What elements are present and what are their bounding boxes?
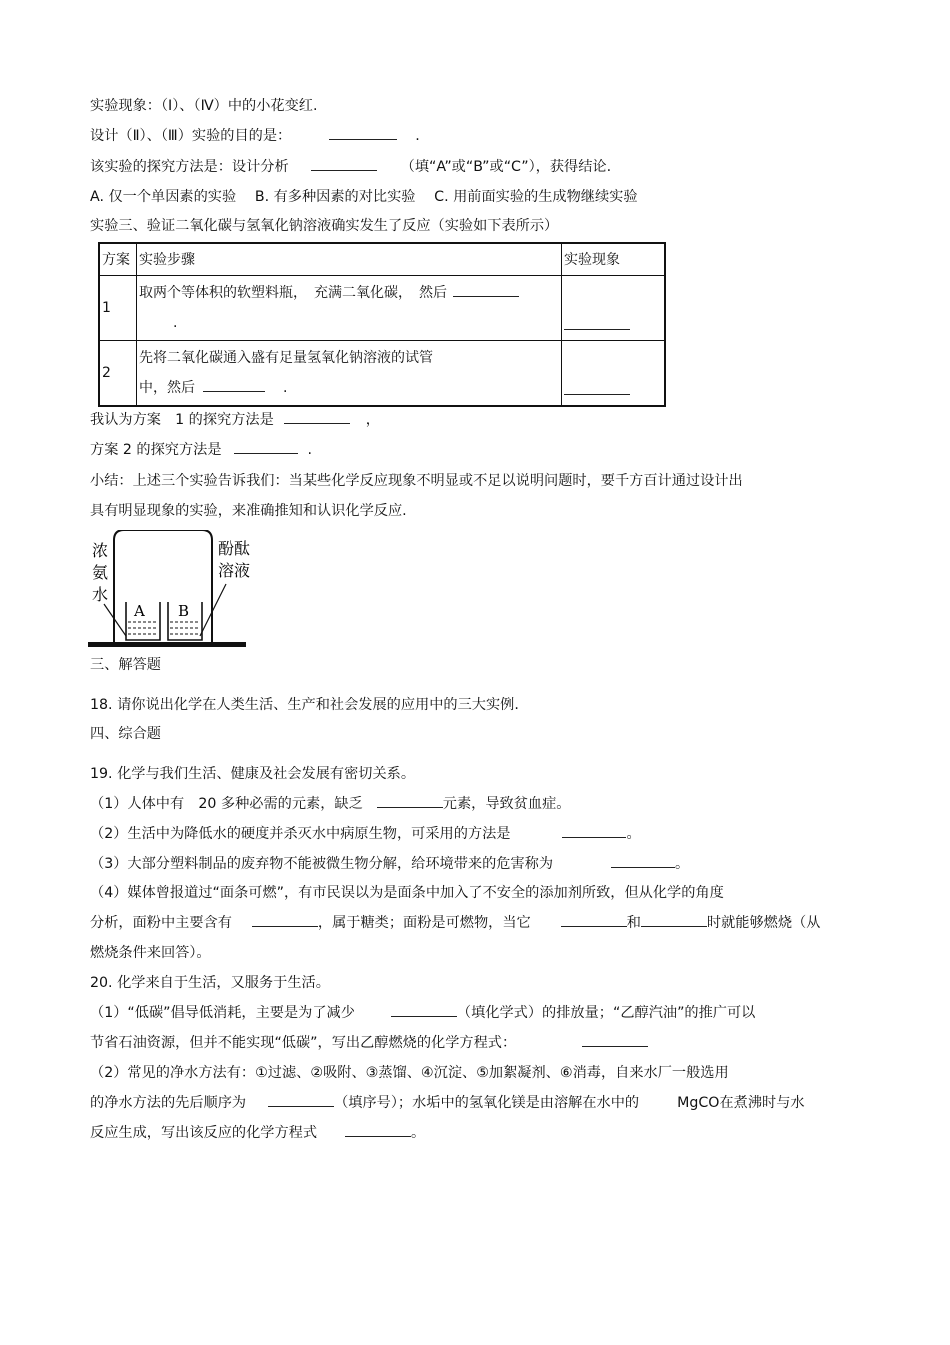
text: 反应生成，写出该反应的化学方程式 xyxy=(90,1125,318,1141)
table-row xyxy=(99,340,665,406)
text: 元素，导致贫血症。 xyxy=(442,796,571,812)
line-phenomenon: 实验现象：（Ⅰ）、（Ⅳ）中的小花变红. xyxy=(90,98,318,114)
table-header-row xyxy=(99,243,665,275)
text: （2）生活中为降低水的硬度并杀灭水中病原生物，可采用的方法是 xyxy=(90,826,511,842)
answer-blank[interactable] xyxy=(377,795,443,808)
text: （填“A”或“B”或“C”），获得结论. xyxy=(400,159,612,175)
header-cell: 实验现象 xyxy=(562,243,666,275)
question-20: 20. 化学来自于生活，又服务于生活。 xyxy=(90,975,330,991)
step-text: 中，然后 xyxy=(139,379,195,396)
question-20-part-2-line-2 xyxy=(90,1094,805,1112)
beaker-b-label: B xyxy=(178,602,190,620)
section-four-heading: 四、综合题 xyxy=(90,726,161,742)
question-19-part-1 xyxy=(90,795,570,813)
answer-blank[interactable] xyxy=(564,382,630,395)
answer-blank[interactable] xyxy=(329,127,397,140)
text: （填序号）；水垢中的氢氧化镁是由溶解在水中的 xyxy=(334,1095,640,1111)
row-number: 2 xyxy=(99,340,137,406)
answer-blank[interactable] xyxy=(345,1124,411,1137)
answer-blank[interactable] xyxy=(453,284,519,297)
text: （1）“低碳”倡导低消耗，主要是为了减少 xyxy=(90,1005,355,1021)
answer-blank[interactable] xyxy=(391,1004,457,1017)
question-19: 19. 化学与我们生活、健康及社会发展有密切关系。 xyxy=(90,766,416,782)
text: 。 xyxy=(411,1125,426,1141)
text: 分析，面粉中主要含有 xyxy=(90,915,232,931)
text: 在煮沸时与水 xyxy=(719,1095,805,1111)
question-19-part-4-line-3: 燃烧条件来回答）。 xyxy=(90,945,211,961)
line-summary-2: 具有明显现象的实验，来准确推知和认识化学反应. xyxy=(90,503,407,519)
text: ，属于糖类；面粉是可燃物，当它 xyxy=(317,915,531,931)
text: 。 xyxy=(675,856,690,872)
text: （3）大部分塑料制品的废弃物不能被微生物分解，给环境带来的危害称为 xyxy=(90,856,554,872)
answer-blank[interactable] xyxy=(641,914,707,927)
text: （填化学式）的排放量；“乙醇汽油”的推广可以 xyxy=(456,1005,756,1021)
answer-blank[interactable] xyxy=(611,855,675,868)
answer-blank[interactable] xyxy=(268,1094,334,1107)
line-plan-one xyxy=(90,411,380,429)
text: 的净水方法的先后顺序为 xyxy=(90,1095,247,1111)
text: 该实验的探究方法是：设计分析 xyxy=(90,159,289,175)
line-summary-1: 小结：上述三个实验告诉我们：当某些化学反应现象不明显或不足以说明问题时，要千方百计通过设计出 xyxy=(90,473,743,489)
experiment-table xyxy=(98,242,666,407)
formula-text: MgCO xyxy=(677,1095,720,1111)
left-label-1: 浓 xyxy=(92,541,109,560)
line-options: A. 仅一个单因素的实验 B. 有多种因素的对比实验 C. 用前面实验的生成物继续实验 xyxy=(90,189,638,205)
header-cell: 方案 xyxy=(99,243,137,275)
text: . xyxy=(415,128,420,144)
step-text: 先将二氧化碳通入盛有足量氢氧化钠溶液的试管 xyxy=(139,349,433,366)
question-19-part-4: （4）媒体曾报道过“面条可燃”，有市民误以为是面条中加入了不安全的添加剂所致，但从化学的角度 xyxy=(90,885,724,901)
right-label-2: 溶液 xyxy=(218,561,251,580)
text: ， xyxy=(365,412,380,428)
phenomenon-cell xyxy=(562,340,666,406)
bell-jar xyxy=(114,530,212,646)
beaker-a-label: A xyxy=(134,602,145,620)
text: （1）人体中有 20 多种必需的元素，缺乏 xyxy=(90,796,363,812)
line-design-purpose xyxy=(90,127,420,145)
left-label-3: 水 xyxy=(92,585,109,604)
header-cell: 实验步骤 xyxy=(137,243,562,275)
answer-blank[interactable] xyxy=(284,411,350,424)
line-plan-two xyxy=(90,441,312,459)
base-plate xyxy=(88,642,246,647)
step-cell xyxy=(137,340,562,406)
question-20-part-2-line-3 xyxy=(90,1124,425,1142)
text: 节省石油资源，但并不能实现“低碳”，写出乙醇燃烧的化学方程式： xyxy=(90,1035,517,1051)
question-20-part-2: （2）常见的净水方法有：①过滤、②吸附、③蒸馏、④沉淀、⑤加絮凝剂、⑥消毒，自来水厂一般选用 xyxy=(90,1065,729,1081)
phenomenon-cell xyxy=(562,275,666,340)
question-20-part-1 xyxy=(90,1004,755,1022)
answer-blank[interactable] xyxy=(564,317,630,330)
answer-blank[interactable] xyxy=(582,1034,648,1047)
text: 我认为方案 1 的探究方法是 xyxy=(90,412,274,428)
text: 设计（Ⅱ）、（Ⅲ）实验的目的是： xyxy=(90,128,292,144)
section-three-heading: 三、解答题 xyxy=(90,657,161,673)
text: 和 xyxy=(626,915,641,931)
text: . xyxy=(307,442,313,458)
step-text: . xyxy=(283,379,288,396)
text: 时就能够燃烧（从 xyxy=(706,915,821,931)
table-row xyxy=(99,275,665,340)
answer-blank[interactable] xyxy=(252,914,318,927)
answer-blank[interactable] xyxy=(234,441,298,454)
question-19-part-3 xyxy=(90,855,689,873)
step-cell xyxy=(137,275,562,340)
line-method xyxy=(90,158,611,176)
text: 方案 2 的探究方法是 xyxy=(90,442,222,458)
question-20-part-1-line-2 xyxy=(90,1034,648,1052)
left-label-2: 氨 xyxy=(92,563,109,582)
answer-blank[interactable] xyxy=(311,158,377,171)
step-text: . xyxy=(173,314,178,331)
question-19-part-4-line-2 xyxy=(90,914,820,932)
answer-blank[interactable] xyxy=(561,914,627,927)
right-label-1: 酚酞 xyxy=(218,539,251,558)
question-18: 18. 请你说出化学在人类生活、生产和社会发展的应用中的三大实例. xyxy=(90,697,519,713)
row-number: 1 xyxy=(99,275,137,340)
ammonia-experiment-figure xyxy=(88,530,268,652)
answer-blank[interactable] xyxy=(562,825,626,838)
step-text: 取两个等体积的软塑料瓶， 充满二氧化碳， 然后 xyxy=(139,284,447,301)
answer-blank[interactable] xyxy=(203,379,265,392)
question-19-part-2 xyxy=(90,825,641,843)
text: 。 xyxy=(626,826,641,842)
line-experiment-three: 实验三、验证二氧化碳与氢氧化钠溶液确实发生了反应（实验如下表所示） xyxy=(90,218,559,234)
